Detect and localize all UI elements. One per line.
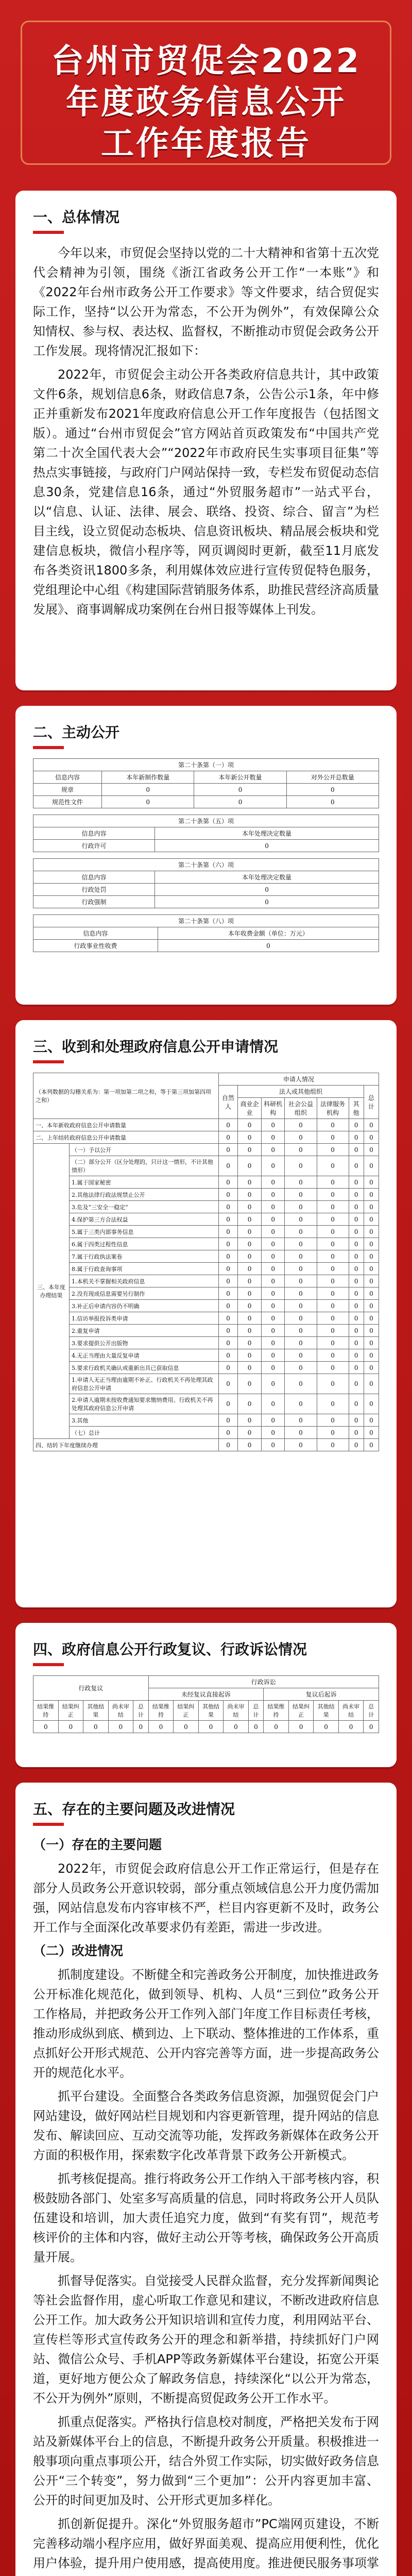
table-cell: 0 bbox=[218, 1439, 237, 1451]
table-cell: 0 bbox=[285, 1238, 317, 1250]
table-cell: 0 bbox=[33, 1721, 59, 1733]
table-row: 2.其他法律行政法规禁止公开 0 0 0 0 0 0 0 bbox=[33, 1189, 379, 1201]
table-row: 四、结转下年度继续办理 0 0 0 0 0 0 0 bbox=[33, 1439, 379, 1451]
table-cell: 0 bbox=[224, 1721, 249, 1733]
table-cell: 0 bbox=[261, 1131, 285, 1144]
table-cell: 0 bbox=[349, 1349, 364, 1362]
table-cell: 0 bbox=[317, 1176, 349, 1189]
table-cell: 0 bbox=[364, 1131, 379, 1144]
table-cell: 0 bbox=[198, 1721, 224, 1733]
column-header: 总计 bbox=[364, 1701, 379, 1721]
table-row: 6.属于四类过程性信息 0 0 0 0 0 0 0 bbox=[33, 1238, 379, 1250]
table-cell: 0 bbox=[261, 1300, 285, 1312]
table-cell: 0 bbox=[218, 1374, 237, 1394]
table-cell: 0 bbox=[364, 1287, 379, 1300]
table-cell: 0 bbox=[349, 1250, 364, 1263]
table-cell: 0 bbox=[238, 1374, 262, 1394]
table-cell: 0 bbox=[285, 1156, 317, 1176]
table-cell: 0 bbox=[285, 1275, 317, 1287]
table-row: 2.重复申请 0 0 0 0 0 0 0 bbox=[33, 1325, 379, 1337]
table-cell: 0 bbox=[261, 1238, 285, 1250]
table-cell: 0 bbox=[317, 1287, 349, 1300]
table-cell: 0 bbox=[285, 1439, 317, 1451]
table-cell: 0 bbox=[218, 1275, 237, 1287]
table-row: 5.属于三类内部事务信息 0 0 0 0 0 0 0 bbox=[33, 1226, 379, 1238]
table-cell: 0 bbox=[349, 1394, 364, 1414]
table-cell: 0 bbox=[285, 1349, 317, 1362]
table-cell: 0 bbox=[349, 1156, 364, 1176]
title-line-2: 年度政务信息公开 bbox=[66, 83, 346, 122]
table-cell: 0 bbox=[285, 1300, 317, 1312]
table-row: 3.补正后申请内容仍不明确 0 0 0 0 0 0 0 bbox=[33, 1300, 379, 1312]
table-cell: 0 bbox=[218, 1300, 237, 1312]
section-title: 四、政府信息公开行政复议、行政诉讼情况 bbox=[33, 1638, 379, 1666]
table-cell: 0 bbox=[238, 1439, 262, 1451]
column-header: 其他结果 bbox=[83, 1701, 109, 1721]
table-cell: 0 bbox=[148, 1721, 174, 1733]
table-cell: 0 bbox=[285, 1226, 317, 1238]
table-cell: 0 bbox=[248, 1721, 264, 1733]
overview-paragraph-1: 今年以来，市贸促会坚持以党的二十大精神和省第十五次党代会精神为引领，围绕《浙江省政务公开工作“一本账”》和《2022年台州市政务公开工作要求》等文件要求，结合贸促实际工作，坚持“以公开为常态，不公开为例外”，有效保障公众知情权、参与权、表达权、监督权，不断推动市贸促会政务公开工作发展。现将情况汇报如下： bbox=[33, 246, 379, 358]
table-cell: 0 bbox=[317, 1325, 349, 1337]
table-row: 1.本机关不掌握相关政府信息 0 0 0 0 0 0 0 bbox=[33, 1275, 379, 1287]
table-cell: 0 bbox=[285, 1176, 317, 1189]
table-cell: 0 bbox=[364, 1189, 379, 1201]
table-cell: 0 bbox=[349, 1374, 364, 1394]
table-cell: 0 bbox=[317, 1394, 349, 1414]
table-cell: 0 bbox=[261, 1156, 285, 1176]
table-cell: 0 bbox=[364, 1439, 379, 1451]
table-row: 3.要求提供公开出版物 0 0 0 0 0 0 0 bbox=[33, 1337, 379, 1349]
column-header: 其他结果 bbox=[198, 1701, 224, 1721]
table-cell: 0 bbox=[218, 1325, 237, 1337]
table-cell: 0 bbox=[238, 1427, 262, 1439]
table-cell: 0 bbox=[261, 1226, 285, 1238]
table-cell: 0 bbox=[238, 1201, 262, 1213]
table-cell: 0 bbox=[364, 1263, 379, 1275]
table-cell: 0 bbox=[261, 1119, 285, 1131]
table-cell: 0 bbox=[238, 1287, 262, 1300]
table-row: 4.无正当理由大量反复申请 0 0 0 0 0 0 0 bbox=[33, 1349, 379, 1362]
table-cell: 0 bbox=[317, 1131, 349, 1144]
table-cell: 0 bbox=[364, 1226, 379, 1238]
table-cell: 0 bbox=[349, 1439, 364, 1451]
overview-paragraph-2: 2022年，市贸促会主动公开各类政府信息共计，其中政策文件6条，规划信息6条，财政信息7条，公告公示1条，年中修正并重新发布2021年度政府信息公开工作年度报告（包括图文版）。通过“台州市贸促会”官方网站首页政策发布“中国共产党第二十次全国代表大会”“2022年市政府民生实事项目征集”等热点实事链接，与政府门户网站保持一致，专栏发布贸促动态信息30条，党建信息16条，通过“外贸服务超市”一站式平台，以“信息、认证、法律、展会、联络、投资、综合、留言”为栏目主线，设立贸促动态板块、信息资讯板块、精品展会板块和党建信息板块，微信小程序等，网页调阅时更新，截至11月底发布各类资讯1800多条，利用媒体效应进行宣传贸促特色服务，党组理论中心组《构建国际营销服务体系，助推民营经济高质量发展》、商事调解成功案例在台州日报等媒体上刊发。 bbox=[33, 367, 379, 617]
table-cell: 0 bbox=[261, 1325, 285, 1337]
improvement-paragraph-2: 抓平台建设。全面整合各类政务信息资源，加强贸促会门户网站建设，做好网站栏目规划和内容更新管理，提升网站的信息发布、解读回应、互动交流等功能，发挥政务新媒体在政务公开方面的积极作用，探索数字化改革背景下政务公开新模式。 bbox=[33, 2089, 379, 2162]
table-cell: 0 bbox=[261, 1144, 285, 1156]
table-cell: 0 bbox=[261, 1312, 285, 1325]
table-cell: 0 bbox=[285, 1263, 317, 1275]
table-row: 二、上年结转政府信息公开申请数量 0 0 0 0 0 0 0 bbox=[33, 1131, 379, 1144]
disclosure-table-1: 第二十条第（一）项 信息内容 本年新制作数量 本年新公开数量 对外公开总数量 规章 0 0 0 规范性文件 0 0 0 bbox=[33, 758, 379, 808]
improvement-paragraph-6: 抓创新促提升。深化“外贸服务超市”PC端网页建设，不断完善移动端小程序应用，做好界面美观、提高应用便利性，优化用户体验，提升用户使用感，提高使用度。推进便民服务事项掌 bbox=[33, 2517, 379, 2570]
table-cell: 0 bbox=[317, 1439, 349, 1451]
table-cell: 0 bbox=[317, 1189, 349, 1201]
table-cell: 0 bbox=[261, 1176, 285, 1189]
column-header: 其他结果 bbox=[314, 1701, 339, 1721]
improvement-paragraph-5: 抓重点促落实。严格执行信息校对制度，严格把关发布于网站及新媒体平台上的信息，不断提升政务公开质量。积极推进一般事项向重点事项公开，结合外贸工作实际，切实做好政务信息公开“三个转变”，努力做到“三个更加”：公开内容更加丰富、公开的时间更加及时、公开形式更加多样化。 bbox=[33, 2415, 379, 2507]
section-overview bbox=[15, 191, 397, 690]
table-cell: 0 bbox=[317, 1119, 349, 1131]
table-cell: 0 bbox=[317, 1201, 349, 1213]
table-cell: 0 bbox=[133, 1721, 149, 1733]
section-active-disclosure bbox=[15, 706, 397, 1005]
table-cell: 0 bbox=[238, 1250, 262, 1263]
problems-paragraph: 2022年，市贸促会政府信息公开工作正常运行，但是存在部分人员政务公开意识较弱，部分重点领域信息公开力度仍需加强，网站信息发布内容审核不严，栏目内容更新不及时，政务公开工作与全面深化改革要求仍有差距，需进一步改进。 bbox=[33, 1861, 379, 1935]
section-title: 五、存在的主要问题及改进情况 bbox=[33, 1798, 379, 1826]
table-cell: 0 bbox=[285, 1325, 317, 1337]
table-cell: 0 bbox=[364, 1427, 379, 1439]
table-cell: 0 bbox=[285, 1250, 317, 1263]
table-cell: 0 bbox=[364, 1144, 379, 1156]
table-cell: 0 bbox=[317, 1362, 349, 1374]
table-cell: 0 bbox=[218, 1250, 237, 1263]
table-cell: 0 bbox=[238, 1325, 262, 1337]
table-cell: 0 bbox=[238, 1189, 262, 1201]
disclosure-table-2: 第二十条第（五）项 信息内容 本年处理决定数量 行政许可 0 bbox=[33, 815, 379, 852]
table-cell: 0 bbox=[218, 1349, 237, 1362]
table-cell: 0 bbox=[349, 1226, 364, 1238]
table-cell: 0 bbox=[261, 1414, 285, 1427]
table-cell: 0 bbox=[261, 1201, 285, 1213]
table-cell: 0 bbox=[364, 1721, 379, 1733]
table-row: （七）总计 0 0 0 0 0 0 0 bbox=[33, 1427, 379, 1439]
table-cell: 0 bbox=[317, 1300, 349, 1312]
table-row: 3.危及“三安全一稳定” 0 0 0 0 0 0 0 bbox=[33, 1201, 379, 1213]
table-cell: 0 bbox=[349, 1213, 364, 1226]
result-group-label: 三、本年度办理结果 bbox=[33, 1144, 70, 1439]
table-cell: 0 bbox=[364, 1176, 379, 1189]
column-header: 结果维持 bbox=[148, 1701, 174, 1721]
table-row: 1.信访举报投诉类申请 0 0 0 0 0 0 0 bbox=[33, 1312, 379, 1325]
section-problems bbox=[15, 1783, 397, 2576]
table-cell: 0 bbox=[317, 1144, 349, 1156]
table-cell: 0 bbox=[349, 1144, 364, 1156]
table-row: 5.要求行政机关确认或重新出具已获取信息 0 0 0 0 0 0 0 bbox=[33, 1362, 379, 1374]
table-cell: 0 bbox=[238, 1238, 262, 1250]
table-cell: 0 bbox=[238, 1176, 262, 1189]
table-row: 2.申请人逾期未按收费通知要求缴纳费用、行政机关不再处理其政府信息公开申请 0 0 0 0 0 0 0 bbox=[33, 1394, 379, 1414]
table-cell: 0 bbox=[218, 1119, 237, 1131]
table-row: 8.属于行政查询事项 0 0 0 0 0 0 0 bbox=[33, 1263, 379, 1275]
table-cell: 0 bbox=[285, 1201, 317, 1213]
table-cell: 0 bbox=[349, 1119, 364, 1131]
table-cell: 0 bbox=[364, 1250, 379, 1263]
table-cell: 0 bbox=[364, 1374, 379, 1394]
table-cell: 0 bbox=[261, 1427, 285, 1439]
column-header: 总计 bbox=[133, 1701, 149, 1721]
disclosure-table-4: 第二十条第（八）项 信息内容 本年收费金额（单位：万元） 行政事业性收费 0 bbox=[33, 914, 379, 952]
improvement-paragraph-1: 抓制度建设。不断健全和完善政务公开制度，加快推进政务公开标准化规范化，做到领导、机构、人员“三到位”政务公开工作格局，并把政务公开工作列入部门年度工作目标责任考核，推动形成纵到底、横到边、上下联动、整体推进的工作体系，重点抓好公开形式规范、公开内容完善等方面，进一步提高政务公开的规范化水平。 bbox=[33, 1968, 379, 2080]
column-header: 结果纠正 bbox=[174, 1701, 199, 1721]
table-cell: 0 bbox=[218, 1131, 237, 1144]
section-title: 一、总体情况 bbox=[33, 206, 379, 234]
table-cell: 0 bbox=[218, 1394, 237, 1414]
table-cell: 0 bbox=[349, 1275, 364, 1287]
table-cell: 0 bbox=[83, 1721, 109, 1733]
table-cell: 0 bbox=[317, 1414, 349, 1427]
table-cell: 0 bbox=[238, 1349, 262, 1362]
table-cell: 0 bbox=[349, 1287, 364, 1300]
table-cell: 0 bbox=[317, 1238, 349, 1250]
table-cell: 0 bbox=[349, 1300, 364, 1312]
table-row: 三、本年度办理结果 （一）予以公开 0 0 0 0 0 0 0 bbox=[33, 1144, 379, 1156]
table-cell: 0 bbox=[238, 1275, 262, 1287]
table-cell: 0 bbox=[285, 1414, 317, 1427]
table-cell: 0 bbox=[174, 1721, 199, 1733]
table-cell: 0 bbox=[285, 1131, 317, 1144]
table-cell: 0 bbox=[285, 1427, 317, 1439]
column-header: 尚未审结 bbox=[224, 1701, 249, 1721]
table-cell: 0 bbox=[364, 1394, 379, 1414]
table-cell: 0 bbox=[349, 1131, 364, 1144]
table-cell: 0 bbox=[349, 1325, 364, 1337]
table-cell: 0 bbox=[218, 1287, 237, 1300]
table-cell: 0 bbox=[261, 1213, 285, 1226]
table-cell: 0 bbox=[261, 1374, 285, 1394]
table-cell: 0 bbox=[349, 1189, 364, 1201]
table-cell: 0 bbox=[261, 1337, 285, 1349]
table-cell: 0 bbox=[285, 1394, 317, 1414]
disclosure-table-3: 第二十条第（六）项 信息内容 本年处理决定数量 行政处罚 0 行政强制 0 bbox=[33, 858, 379, 908]
table-cell: 0 bbox=[218, 1189, 237, 1201]
table-cell: 0 bbox=[238, 1337, 262, 1349]
table-cell: 0 bbox=[364, 1238, 379, 1250]
table-cell: 0 bbox=[364, 1201, 379, 1213]
table-cell: 0 bbox=[349, 1427, 364, 1439]
review-litigation-table: 行政复议 行政诉讼 未经复议直接起诉 复议后起诉 结果维持 结果纠正 其他结果 尚未审结 总计 结果维持 结果纠正 其他结果 尚未审结 总计 结果维持 结果纠正 其他结果 尚未审结 总计 0 0 0 0 0 0 0 0 0 0 0 0 0 0 0 bbox=[33, 1675, 379, 1733]
table-cell: 0 bbox=[218, 1362, 237, 1374]
title-line-3: 工作年度报告 bbox=[101, 125, 311, 163]
table-cell: 0 bbox=[238, 1312, 262, 1325]
table-cell: 0 bbox=[364, 1312, 379, 1325]
column-header: 结果纠正 bbox=[288, 1701, 314, 1721]
table-cell: 0 bbox=[238, 1119, 262, 1131]
table-cell: 0 bbox=[317, 1337, 349, 1349]
table-cell: 0 bbox=[238, 1131, 262, 1144]
table-cell: 0 bbox=[285, 1374, 317, 1394]
table-cell: 0 bbox=[317, 1427, 349, 1439]
table-cell: 0 bbox=[364, 1325, 379, 1337]
table-cell: 0 bbox=[238, 1156, 262, 1176]
section-title: 三、收到和处理政府信息公开申请情况 bbox=[33, 1036, 379, 1063]
table-cell: 0 bbox=[285, 1287, 317, 1300]
table-cell: 0 bbox=[218, 1427, 237, 1439]
table-cell: 0 bbox=[364, 1349, 379, 1362]
column-header: 结果维持 bbox=[264, 1701, 289, 1721]
table-cell: 0 bbox=[218, 1213, 237, 1226]
table-cell: 0 bbox=[218, 1238, 237, 1250]
table-cell: 0 bbox=[364, 1300, 379, 1312]
table-cell: 0 bbox=[349, 1414, 364, 1427]
report-header bbox=[0, 0, 412, 185]
table-cell: 0 bbox=[364, 1213, 379, 1226]
table-cell: 0 bbox=[317, 1250, 349, 1263]
table-cell: 0 bbox=[349, 1201, 364, 1213]
improvement-paragraph-3: 抓考核促提高。推行将政务公开工作纳入干部考核内容，积极鼓励各部门、处室多写高质量的信息，同时将政务公开人员队伍建设和培训，加大责任追究力度，做到“有奖有罚”，规范考核评价的主体和内容，做好主动公开等考核，确保政务公开高质量开展。 bbox=[33, 2172, 379, 2264]
improvement-paragraph-4: 抓督导促落实。自觉接受人民群众监督，充分发挥新闻舆论等社会监督作用，虚心听取工作意见和建议，不断改进政府信息公开工作。加大政务公开知识培训和宣传力度，利用网站平台、宣传栏等形式宣传政务公开的理念和新举措，持续抓好门户网站、微信公众号、手机APP等政务新媒体平台建设，拓宽公开渠道，更好地方便公众了解政务信息，持续深化“以公开为常态，不公开为例外”原则，不断提高贸促政务公开工作水平。 bbox=[33, 2274, 379, 2405]
table-cell: 0 bbox=[218, 1263, 237, 1275]
table-cell: 0 bbox=[364, 1362, 379, 1374]
column-header: 结果维持 bbox=[33, 1701, 59, 1721]
table-cell: 0 bbox=[108, 1721, 133, 1733]
table-cell: 0 bbox=[238, 1144, 262, 1156]
table-row: 7.属于行政执法案卷 0 0 0 0 0 0 0 bbox=[33, 1250, 379, 1263]
table-cell: 0 bbox=[338, 1721, 364, 1733]
table-cell: 0 bbox=[218, 1156, 237, 1176]
table-cell: 0 bbox=[264, 1721, 289, 1733]
table-row: 4.保护第三方合法权益 0 0 0 0 0 0 0 bbox=[33, 1213, 379, 1226]
column-header: 结果纠正 bbox=[58, 1701, 83, 1721]
table-cell: 0 bbox=[364, 1119, 379, 1131]
table-cell: 0 bbox=[317, 1312, 349, 1325]
table-cell: 0 bbox=[218, 1144, 237, 1156]
table-cell: 0 bbox=[261, 1250, 285, 1263]
table-cell: 0 bbox=[285, 1213, 317, 1226]
applications-table: （本列数据的勾稽关系为：第一项加第二项之和，等于第三项加第四项之和） 申请人情况 自然人 法人或其他组织 总计 商业企业 科研机构 社会公益组织 法律服务机构 其他 一、本年新收政府信息公开申请数量 0 0 0 0 0 0 0 二、上年结转政府信息公开申请数量 0 0 0 0 0 0 0 三、本年度办理结果 （一）予以公开 0 0 0 0 0 0 0 （二）部分公开（区分处理的，只计这一情形，不计其他情形） 0 0 0 0 0 0 0 1.属于国家秘密 0 0 0 0 0 0 0 2.其他法律行政法规禁止公开 0 0 0 0 0 0 0 3.危及“三安全一稳定” 0 0 0 0 0 0 0 4.保护第三方合法权益 0 0 0 0 0 0 0 5.属于三类内部事务信息 0 0 0 0 0 0 0 6.属于四类过程性信息 0 0 0 0 0 0 0 7.属于行政执法案卷 0 0 0 0 0 0 0 8.属于行政查询事项 0 0 0 0 0 0 0 1.本机关不掌握相关政府信息 0 0 0 0 0 0 0 2.没有现成信息需要另行制作 0 0 0 0 0 0 0 3.补正后申请内容仍不明确 0 0 0 0 0 0 0 1.信访举报投诉类申请 0 0 0 0 0 0 0 2.重复申请 0 0 0 0 0 0 0 3.要求提供公开出版物 0 0 0 0 0 0 0 4.无正当理由大量反复申请 0 0 0 0 0 0 0 5.要求行政机关确认或重新出具已获取信息 0 0 0 0 0 0 0 1.申请人无正当理由逾期不补正、行政机关不再处理其政府信息公开申请 0 0 0 0 0 0 0 2.申请人逾期未按收费通知要求缴纳费用、行政机关不再处理其政府信息公开申请 0 0 0 0 0 0 0 3.其他 0 0 0 0 0 0 0 （七）总计 0 0 0 0 0 0 0 四、结转下年度继续办理 0 0 0 0 0 0 0 bbox=[33, 1073, 379, 1451]
table-row: （二）部分公开（区分处理的，只计这一情形，不计其他情形） 0 0 0 0 0 0 0 bbox=[33, 1156, 379, 1176]
table-cell: 0 bbox=[261, 1263, 285, 1275]
table-cell: 0 bbox=[218, 1226, 237, 1238]
table-cell: 0 bbox=[349, 1238, 364, 1250]
section-title: 二、主动公开 bbox=[33, 721, 379, 749]
table-cell: 0 bbox=[218, 1414, 237, 1427]
table-cell: 0 bbox=[317, 1226, 349, 1238]
table-cell: 0 bbox=[285, 1119, 317, 1131]
table-row: 3.其他 0 0 0 0 0 0 0 bbox=[33, 1414, 379, 1427]
table-cell: 0 bbox=[285, 1189, 317, 1201]
table-cell: 0 bbox=[261, 1362, 285, 1374]
table-cell: 0 bbox=[364, 1337, 379, 1349]
table-cell: 0 bbox=[349, 1176, 364, 1189]
table-cell: 0 bbox=[364, 1156, 379, 1176]
table-cell: 0 bbox=[317, 1374, 349, 1394]
table-cell: 0 bbox=[349, 1263, 364, 1275]
title-line-1: 台州市贸促会2022 bbox=[50, 42, 362, 80]
table-cell: 0 bbox=[285, 1312, 317, 1325]
table-cell: 0 bbox=[238, 1414, 262, 1427]
table-cell: 0 bbox=[218, 1337, 237, 1349]
table-cell: 0 bbox=[317, 1275, 349, 1287]
table-cell: 0 bbox=[218, 1176, 237, 1189]
table-cell: 0 bbox=[238, 1263, 262, 1275]
table-cell: 0 bbox=[261, 1189, 285, 1201]
table-cell: 0 bbox=[238, 1226, 262, 1238]
table-cell: 0 bbox=[261, 1439, 285, 1451]
table-cell: 0 bbox=[261, 1349, 285, 1362]
table-cell: 0 bbox=[238, 1300, 262, 1312]
problems-subheading: （一）存在的主要问题 bbox=[33, 1837, 162, 1852]
table-cell: 0 bbox=[238, 1362, 262, 1374]
table-cell: 0 bbox=[261, 1287, 285, 1300]
table-cell: 0 bbox=[238, 1394, 262, 1414]
table-cell: 0 bbox=[218, 1201, 237, 1213]
table-cell: 0 bbox=[317, 1156, 349, 1176]
table-cell: 0 bbox=[285, 1144, 317, 1156]
table-cell: 0 bbox=[317, 1263, 349, 1275]
table-cell: 0 bbox=[317, 1349, 349, 1362]
table-cell: 0 bbox=[349, 1337, 364, 1349]
table-cell: 0 bbox=[285, 1337, 317, 1349]
table-cell: 0 bbox=[349, 1362, 364, 1374]
table-row: 1.属于国家秘密 0 0 0 0 0 0 0 bbox=[33, 1176, 379, 1189]
table-cell: 0 bbox=[317, 1213, 349, 1226]
section-review-litigation bbox=[15, 1623, 397, 1767]
table-cell: 0 bbox=[218, 1312, 237, 1325]
column-header: 尚未审结 bbox=[338, 1701, 364, 1721]
table-cell: 0 bbox=[261, 1394, 285, 1414]
table-cell: 0 bbox=[58, 1721, 83, 1733]
table-cell: 0 bbox=[314, 1721, 339, 1733]
table-row: 2.没有现成信息需要另行制作 0 0 0 0 0 0 0 bbox=[33, 1287, 379, 1300]
column-header: 尚未审结 bbox=[108, 1701, 133, 1721]
table-cell: 0 bbox=[364, 1414, 379, 1427]
table-cell: 0 bbox=[285, 1362, 317, 1374]
table-cell: 0 bbox=[288, 1721, 314, 1733]
table-cell: 0 bbox=[364, 1275, 379, 1287]
column-header: 总计 bbox=[248, 1701, 264, 1721]
table-cell: 0 bbox=[261, 1275, 285, 1287]
table-row: 一、本年新收政府信息公开申请数量 0 0 0 0 0 0 0 bbox=[33, 1119, 379, 1131]
section-applications bbox=[15, 1020, 397, 1607]
table-cell: 0 bbox=[238, 1213, 262, 1226]
table-cell: 0 bbox=[349, 1312, 364, 1325]
table-row: 1.申请人无正当理由逾期不补正、行政机关不再处理其政府信息公开申请 0 0 0 0 0 0 0 bbox=[33, 1374, 379, 1394]
improvements-subheading: （二）改进情况 bbox=[33, 1943, 124, 1958]
